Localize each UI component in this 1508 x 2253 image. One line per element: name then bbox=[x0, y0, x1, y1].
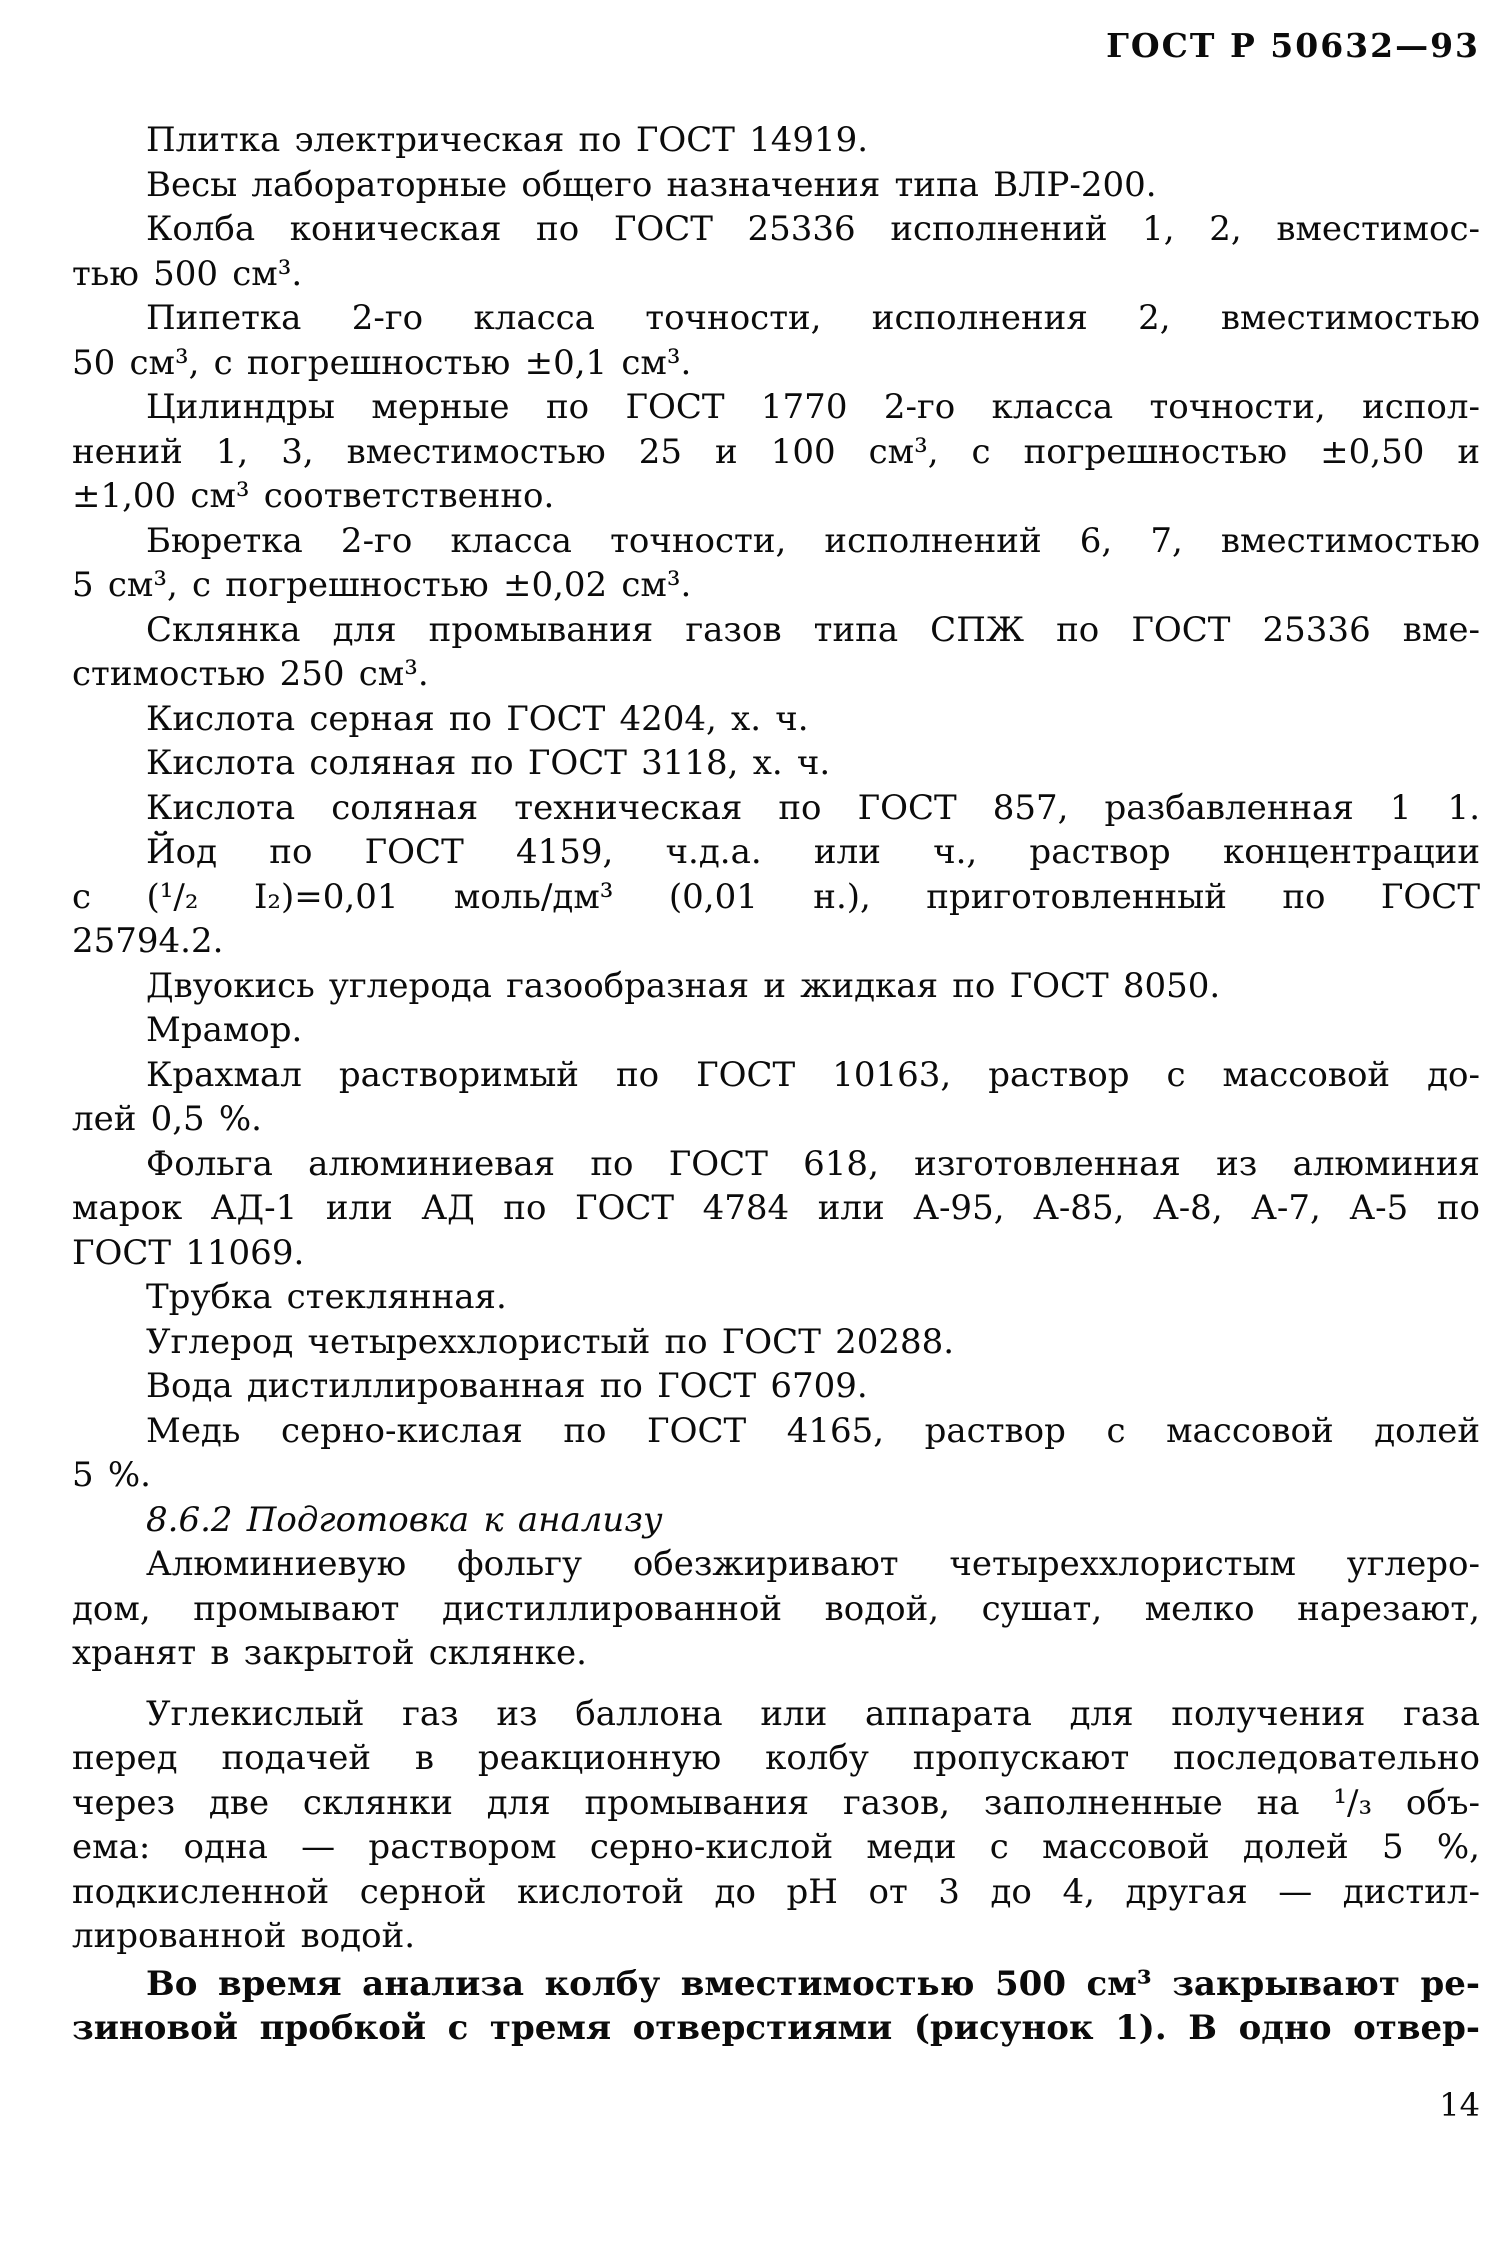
text-line: Крахмал растворимый по ГОСТ 10163, раствор с массовой до- bbox=[146, 1054, 1480, 1095]
text-line: ема: одна — раствором серно-кислой меди с массовой долей 5 %, bbox=[72, 1827, 1480, 1867]
text-line: Склянка для промывания газов типа СПЖ по ГОСТ 25336 вме- bbox=[146, 609, 1480, 650]
text-line: Пипетка 2-го класса точности, исполнения 2, вместимостью bbox=[146, 298, 1480, 338]
text-line: подкисленной серной кислотой до рН от 3 до 4, другая — дистил- bbox=[72, 1871, 1480, 1912]
text-line: 25794.2. bbox=[72, 921, 224, 961]
text-line: Вода дистиллированная по ГОСТ 6709. bbox=[146, 1366, 868, 1406]
text-line: нений 1, 3, вместимостью 25 и 100 см³, с погрешностью ±0,50 и bbox=[72, 431, 1480, 472]
text-line: 50 см³, с погрешностью ±0,1 см³. bbox=[72, 342, 692, 383]
text-line: Алюминиевую фольгу обезжиривают четыреххлористым углеро- bbox=[146, 1544, 1480, 1584]
text-line: 8.6.2 Подготовка к анализу bbox=[146, 1499, 663, 1540]
text-line: лей 0,5 %. bbox=[72, 1099, 262, 1139]
text-line: Кислота соляная по ГОСТ 3118, х. ч. bbox=[146, 743, 831, 783]
text-line: Мрамор. bbox=[146, 1010, 303, 1050]
text-line: ГОСТ 11069. bbox=[72, 1232, 305, 1273]
text-line: Плитка электрическая по ГОСТ 14919. bbox=[146, 120, 869, 160]
text-line: перед подачей в реакционную колбу пропускают последовательно bbox=[72, 1738, 1480, 1778]
text-line: через две склянки для промывания газов, заполненные на ¹/₃ объ- bbox=[72, 1782, 1480, 1823]
text-line: 5 %. bbox=[72, 1455, 151, 1495]
text-line: Углерод четыреххлористый по ГОСТ 20288. bbox=[146, 1321, 955, 1362]
text-line: Колба коническая по ГОСТ 25336 исполнений 1, 2, вместимос- bbox=[146, 209, 1480, 249]
text-line: стимостью 250 см³. bbox=[72, 654, 429, 694]
text-line: Двуокись углерода газообразная и жидкая по ГОСТ 8050. bbox=[146, 965, 1221, 1006]
text-line: 5 см³, с погрешностью ±0,02 см³. bbox=[72, 565, 692, 605]
text-line: Кислота соляная техническая по ГОСТ 857, разбавленная 1 1. bbox=[146, 787, 1480, 828]
text-line: Трубка стеклянная. bbox=[146, 1277, 507, 1317]
text-line: Цилиндры мерные по ГОСТ 1770 2-го класса точности, испол- bbox=[146, 387, 1480, 427]
text-line: зиновой пробкой с тремя отверстиями (рисунок 1). В одно отвер- bbox=[72, 2008, 1480, 2048]
text-line: с (¹/₂ I₂)=0,01 моль/дм³ (0,01 н.), приготовленный по ГОСТ bbox=[72, 876, 1480, 917]
text-body bbox=[72, 118, 1480, 2051]
text-line: дом, промывают дистиллированной водой, сушат, мелко нарезают, bbox=[72, 1588, 1480, 1629]
text-line: хранят в закрытой склянке. bbox=[72, 1633, 587, 1673]
text-line: Весы лабораторные общего назначения типа ВЛР-200. bbox=[146, 164, 1157, 205]
text-line: ±1,00 см³ соответственно. bbox=[72, 476, 555, 516]
text-line: Углекислый газ из баллона или аппарата для получения газа bbox=[146, 1693, 1480, 1734]
page-number: 14 bbox=[1439, 2086, 1480, 2124]
text-line: Йод по ГОСТ 4159, ч.д.а. или ч., раствор концентрации bbox=[146, 832, 1480, 872]
text-line: лированной водой. bbox=[72, 1916, 416, 1956]
text-line: тью 500 см³. bbox=[72, 253, 303, 294]
text-line: Бюретка 2-го класса точности, исполнений 6, 7, вместимостью bbox=[146, 520, 1480, 561]
text-line: Фольга алюминиевая по ГОСТ 618, изготовленная из алюминия bbox=[146, 1143, 1480, 1184]
text-line: Кислота серная по ГОСТ 4204, х. ч. bbox=[146, 698, 809, 739]
text-line: Во время анализа колбу вместимостью 500 см³ закрывают ре- bbox=[146, 1963, 1480, 2004]
document-number-header: ГОСТ Р 50632—93 bbox=[1106, 26, 1480, 65]
text-line: марок АД-1 или АД по ГОСТ 4784 или А-95, А-85, А-8, А-7, А-5 по bbox=[72, 1188, 1480, 1228]
text-line: Медь серно-кислая по ГОСТ 4165, раствор с массовой долей bbox=[146, 1410, 1480, 1451]
